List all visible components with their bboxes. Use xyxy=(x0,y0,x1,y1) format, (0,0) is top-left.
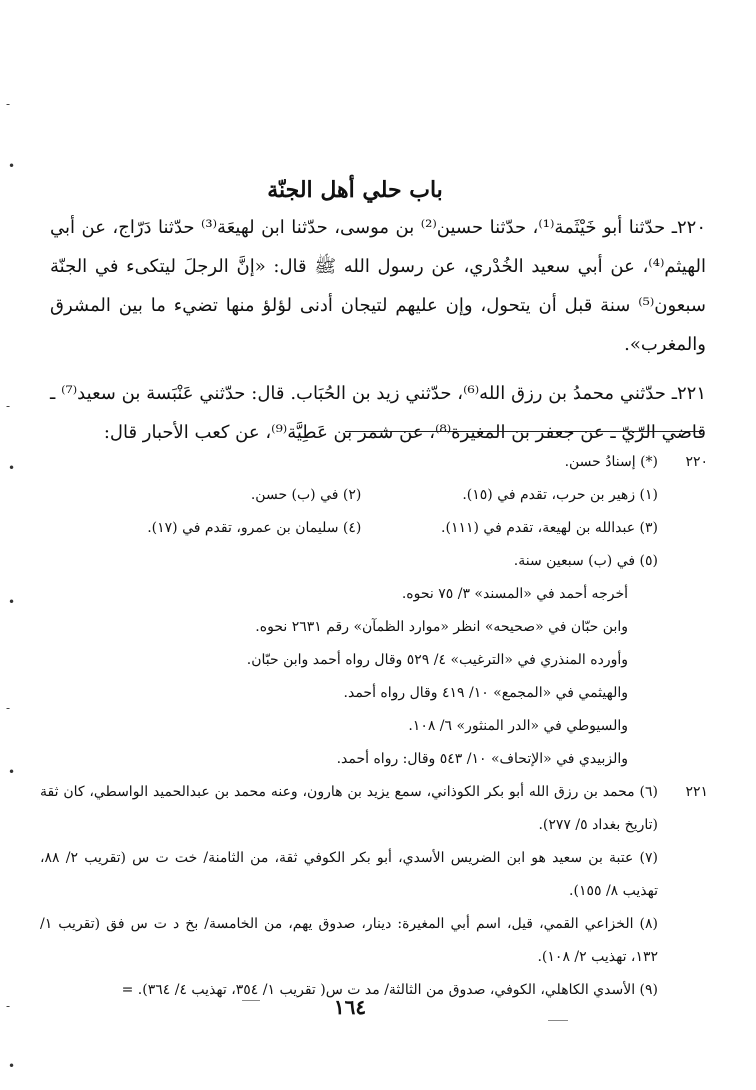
hadith-220: ٢٢٠ـ حدّثنا أبو خَيْثَمة⁽¹⁾، حدّثنا حسين⁽²⁾ بن موسى، حدّثنا ابن لهيعَة⁽³⁾ حدّثنا دَرّاج، عن أبي الهيثم⁽⁴⁾، عن أبي سعيد الخُدْري، عن رسول الله ﷺ قال: «إنَّ الرجلَ ليتكىء في الجنّة سبعون⁽⁵⁾ سنة قبل أن يتحول، وإن عليهم لتيجان أدنى لؤلؤ منها تضيء ما بين المشرق والمغرب». xyxy=(50,217,707,355)
footnote-9: (٩) الأسدي الكاهلي، الكوفي، صدوق من الثالثة/ مد ت س( تقريب ١/ ٣٥٤، تهذيب ٤/ ٣٦٤). = xyxy=(121,982,658,998)
margin-mark: - xyxy=(6,999,11,1013)
takhrij-line: وأورده المنذري في «الترغيب» ٤/ ٥٢٩ وقال رواه أحمد وابن حبّان. xyxy=(246,652,628,668)
takhrij-line: أخرجه أحمد في «المسند» ٣/ ٧٥ نحوه. xyxy=(401,586,628,602)
margin-mark: - xyxy=(6,97,11,111)
page-number: ١٦٤ xyxy=(333,995,367,1019)
chapter-title: باب حلي أهل الجنّة xyxy=(267,177,443,203)
footnote-6: (٦) محمد بن رزق الله أبو بكر الكوذاني، سمع يزيد بن هارون، وعنه محمد بن عبدالحميد الواسطي، كان ثقة (تاريخ بغداد ٥/ ٢٧٧). xyxy=(40,784,658,833)
footnote-group-220 xyxy=(40,446,706,776)
margin-mark: - xyxy=(6,701,11,715)
footnote-row xyxy=(40,479,658,512)
footnote-4: (٤) سليمان بن عمرو، تقدم في (١٧). xyxy=(147,520,362,536)
footnote-5: (٥) في (ب) سبعين سنة. xyxy=(513,553,658,569)
margin-mark: • xyxy=(8,765,16,779)
main-text xyxy=(50,208,706,452)
takhrij-line: والزبيدي في «الإتحاف» ١٠/ ٥٤٣ وقال: رواه أحمد. xyxy=(336,751,628,767)
footnote-isnad: (*) إسنادُ حسن. xyxy=(564,454,658,470)
footnote-row xyxy=(40,512,658,545)
decorative-dash xyxy=(548,1020,568,1021)
footnote-2: (٢) في (ب) حسن. xyxy=(250,487,362,503)
margin-mark: • xyxy=(8,1059,16,1073)
footnote-group-number: ٢٢٠ xyxy=(685,454,708,470)
margin-mark: • xyxy=(8,595,16,609)
takhrij-line: وابن حبّان في «صحيحه» انظر «موارد الظمآن» رقم ٢٦٣١ نحوه. xyxy=(255,619,628,635)
footnote-3: (٣) عبدالله بن لهيعة، تقدم في (١١١). xyxy=(441,520,658,536)
hadith-221: ٢٢١ـ حدّثني محمدُ بن رزق الله⁽⁶⁾، حدّثني زيد بن الحُبَاب. قال: حدّثني عَنْبَسة بن سعيد⁽⁷⁾ ـ قاضي الرّيّ ـ عن جعفر بن المغيرة⁽⁸⁾، عن شمر بن عَطِيَّة⁽⁹⁾، عن كعب الأحبار قال: xyxy=(50,383,706,443)
margin-mark: - xyxy=(6,399,11,413)
footnote-1: (١) زهير بن حرب، تقدم في (١٥). xyxy=(462,487,658,503)
footnote-7: (٧) عتبة بن سعيد هو ابن الضريس الأسدي، أبو بكر الكوفي ثقة، من الثامنة/ خت ت س (تقريب ٢/ ٨٨، تهذيب ٨/ ١٥٥). xyxy=(40,850,658,899)
footnote-separator xyxy=(345,431,702,432)
takhrij-line: والهيثمي في «المجمع» ١٠/ ٤١٩ وقال رواه أحمد. xyxy=(343,685,628,701)
margin-mark: • xyxy=(8,461,16,475)
footnotes xyxy=(40,446,706,1007)
footnote-group-221 xyxy=(40,776,706,1007)
margin-mark: • xyxy=(8,159,16,173)
decorative-dash xyxy=(242,1000,260,1001)
takhrij-line: والسيوطي في «الدر المنثور» ٦/ ١٠٨. xyxy=(408,718,628,734)
footnote-8: (٨) الخزاعي القمي، قيل، اسم أبي المغيرة: دينار، صدوق يهم، من الخامسة/ بخ د ت س فق (تقريب ١/ ١٣٢، تهذيب ٢/ ١٠٨). xyxy=(40,916,658,965)
footnote-group-number: ٢٢١ xyxy=(685,784,708,800)
